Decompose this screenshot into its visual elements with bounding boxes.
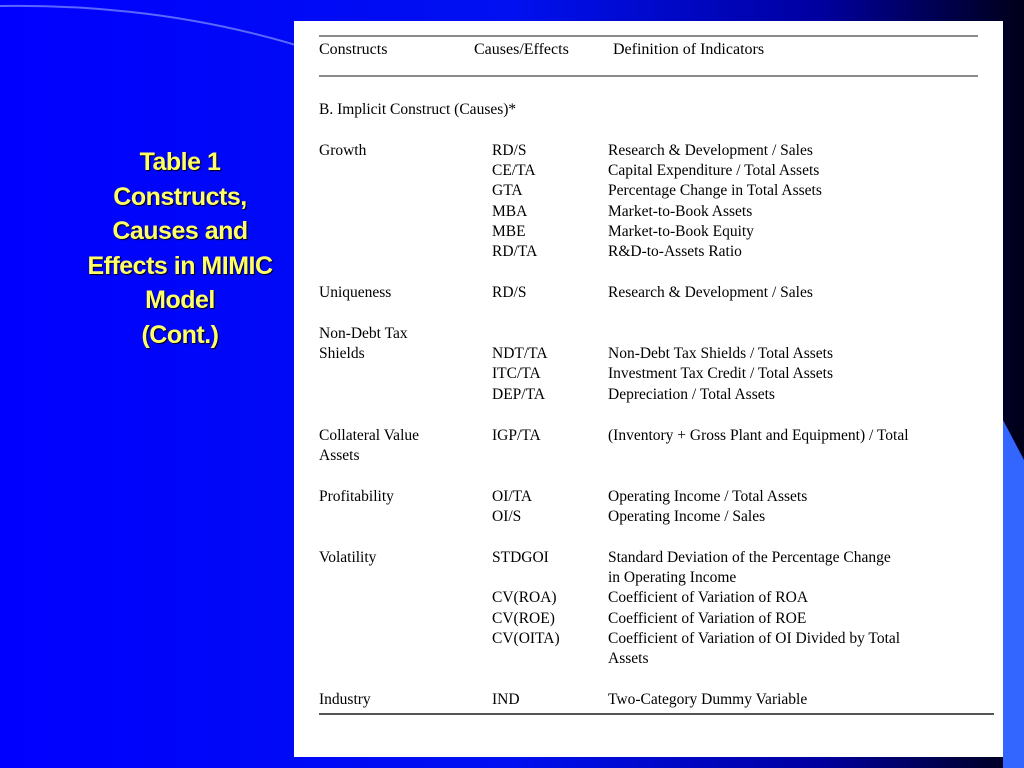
top-rule bbox=[319, 35, 978, 37]
cell-c2: CV(OITA) bbox=[492, 629, 560, 647]
header-definition: Definition of Indicators bbox=[613, 41, 765, 58]
cell-c2: STDGOI bbox=[492, 548, 549, 566]
table-row bbox=[319, 283, 989, 303]
cell-c1: B. Implicit Construct (Causes)* bbox=[319, 101, 517, 118]
cell-c2: OI/TA bbox=[492, 487, 533, 505]
cell-c1: Profitability bbox=[319, 487, 394, 505]
decorative-accent-shape bbox=[1003, 420, 1024, 768]
cell-c2: RD/TA bbox=[492, 243, 538, 261]
cell-c1: Non-Debt Tax bbox=[319, 324, 408, 342]
cell-c2: RD/S bbox=[492, 141, 527, 159]
cell-c1: Growth bbox=[319, 141, 367, 159]
title-line: Table 1 bbox=[139, 148, 221, 176]
table-row bbox=[319, 466, 989, 486]
cell-c2: CE/TA bbox=[492, 162, 536, 180]
cell-c2: DEP/TA bbox=[492, 385, 546, 403]
cell-c3: Depreciation / Total Assets bbox=[608, 385, 775, 403]
table-row bbox=[319, 527, 989, 547]
table-row bbox=[319, 303, 989, 323]
table-row bbox=[319, 181, 989, 201]
table-row bbox=[319, 507, 989, 527]
title-line: (Cont.) bbox=[141, 320, 219, 349]
cell-c2: CV(ROE) bbox=[492, 609, 555, 627]
cell-c1: Assets bbox=[319, 446, 360, 464]
bottom-rule bbox=[319, 713, 994, 715]
cell-c2: MBE bbox=[492, 223, 526, 241]
table-row bbox=[319, 548, 989, 568]
cell-c3: Operating Income / Total Assets bbox=[608, 487, 808, 505]
cell-c2: GTA bbox=[492, 182, 523, 200]
cell-c1: Industry bbox=[319, 690, 371, 708]
cell-c1: Shields bbox=[319, 345, 365, 363]
table-row bbox=[319, 120, 989, 140]
cell-c2: CV(ROA) bbox=[492, 589, 557, 607]
table-row bbox=[319, 385, 989, 405]
cell-c2: IGP/TA bbox=[492, 426, 541, 444]
cell-c2: MBA bbox=[492, 202, 528, 220]
cell-c3: Coefficient of Variation of ROE bbox=[608, 609, 807, 627]
cell-c3: Investment Tax Credit / Total Assets bbox=[608, 365, 833, 383]
table-row bbox=[319, 161, 989, 181]
cell-c2: ITC/TA bbox=[492, 365, 541, 383]
cell-c3: in Operating Income bbox=[608, 568, 737, 586]
table-row bbox=[319, 690, 989, 710]
table-row bbox=[319, 344, 989, 364]
table-row bbox=[319, 670, 989, 690]
table-row bbox=[319, 446, 989, 466]
cell-c3: Market-to-Book Assets bbox=[608, 202, 753, 220]
cell-c1: Uniqueness bbox=[319, 284, 392, 302]
table-row bbox=[319, 426, 989, 446]
cell-c3: Non-Debt Tax Shields / Total Assets bbox=[608, 345, 834, 363]
table-row bbox=[319, 588, 989, 608]
table-row bbox=[319, 242, 989, 262]
table-row bbox=[319, 649, 989, 669]
header-constructs: Constructs bbox=[319, 41, 388, 58]
cell-c1: Volatility bbox=[319, 548, 377, 566]
cell-c2: NDT/TA bbox=[492, 345, 548, 363]
cell-c3: Coefficient of Variation of OI Divided by Total bbox=[608, 629, 901, 647]
title-line: Causes and bbox=[112, 217, 248, 245]
table-row bbox=[319, 222, 989, 242]
cell-c3: Two-Category Dummy Variable bbox=[608, 690, 808, 708]
table-row bbox=[319, 629, 989, 649]
cell-c1: Collateral Value bbox=[319, 426, 420, 444]
table-row bbox=[319, 263, 989, 283]
cell-c3: Research & Development / Sales bbox=[608, 284, 813, 302]
table-row bbox=[319, 202, 989, 222]
header-rule bbox=[319, 75, 978, 77]
table-row bbox=[319, 487, 989, 507]
cell-c2: OI/S bbox=[492, 507, 522, 525]
cell-c2: IND bbox=[492, 690, 520, 708]
table-row bbox=[319, 405, 989, 425]
table-row bbox=[319, 568, 989, 588]
cell-c3: (Inventory + Gross Plant and Equipment) / Total bbox=[608, 426, 909, 444]
title-line: Effects in MIMIC bbox=[87, 251, 273, 280]
cell-c3: Assets bbox=[608, 650, 649, 668]
slide-title bbox=[60, 145, 300, 352]
table-row bbox=[319, 100, 989, 120]
table-body bbox=[319, 100, 989, 710]
cell-c3: Percentage Change in Total Assets bbox=[608, 182, 822, 200]
cell-c3: Capital Expenditure / Total Assets bbox=[608, 162, 820, 180]
cell-c3: Standard Deviation of the Percentage Change bbox=[608, 548, 891, 566]
table-row bbox=[319, 141, 989, 161]
cell-c3: Market-to-Book Equity bbox=[608, 223, 754, 241]
title-line: Model bbox=[145, 286, 215, 314]
cell-c3: Research & Development / Sales bbox=[608, 141, 813, 159]
table-row bbox=[319, 324, 989, 344]
cell-c3: R&D-to-Assets Ratio bbox=[608, 243, 742, 261]
table-row bbox=[319, 609, 989, 629]
cell-c3: Operating Income / Sales bbox=[608, 507, 766, 525]
header-causes-effects: Causes/Effects bbox=[474, 41, 569, 58]
title-line: Constructs, bbox=[113, 182, 247, 211]
table-row bbox=[319, 364, 989, 384]
cell-c2: RD/S bbox=[492, 284, 527, 302]
cell-c3: Coefficient of Variation of ROA bbox=[608, 589, 809, 607]
